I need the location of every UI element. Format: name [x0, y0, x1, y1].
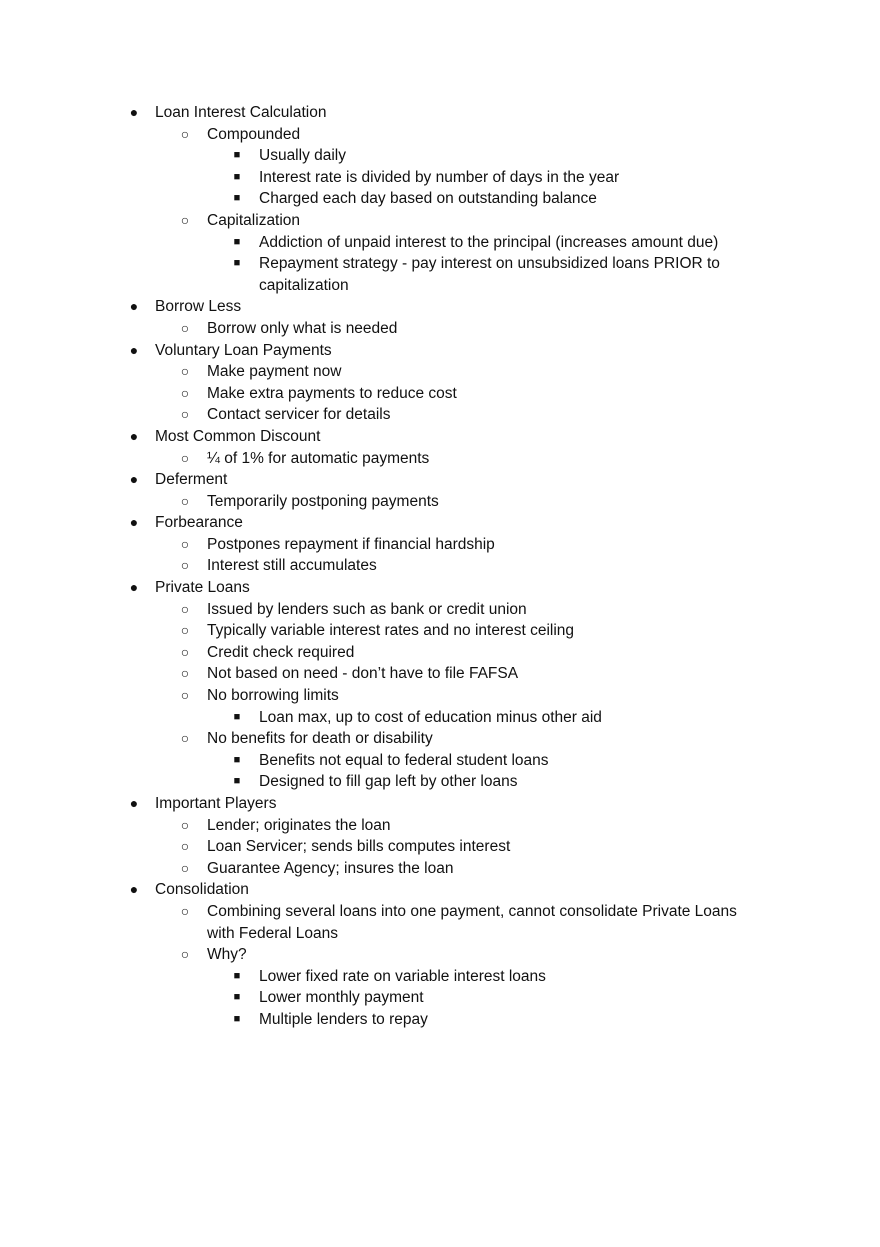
- bullet-icon: ■: [233, 1012, 241, 1025]
- outline-item-level-1: [0, 577, 880, 599]
- outline-item-level-1: [0, 469, 880, 491]
- outline-item-level-2: [0, 491, 880, 513]
- bullet-icon: ●: [129, 579, 139, 596]
- outline-item-level-2: [0, 599, 880, 621]
- outline-item-level-3: [0, 987, 880, 1009]
- bullet-icon: ○: [180, 622, 190, 639]
- outline-item-text: Benefits not equal to federal student loans: [259, 751, 549, 769]
- outline-item-level-1: [0, 512, 880, 534]
- outline-item-text: Issued by lenders such as bank or credit union: [207, 600, 527, 618]
- bullet-icon: ○: [180, 946, 190, 963]
- outline-item-level-2: [0, 901, 880, 923]
- bullet-icon: ○: [180, 557, 190, 574]
- bullet-icon: ●: [129, 341, 139, 358]
- bullet-icon: ○: [180, 687, 190, 704]
- bullet-icon: ○: [180, 449, 190, 466]
- outline-item-text: Lower fixed rate on variable interest loans: [259, 967, 546, 985]
- bullet-icon: ■: [233, 991, 241, 1004]
- outline-item-text: Private Loans: [155, 579, 250, 597]
- bullet-icon: ○: [180, 600, 190, 617]
- outline-item-level-1: [0, 426, 880, 448]
- outline-item-text: capitalization: [259, 276, 349, 294]
- outline-item-text: Typically variable interest rates and no interest ceiling: [207, 622, 575, 640]
- outline-item-text: Why?: [207, 946, 247, 964]
- outline-item-text: Addiction of unpaid interest to the principal (increases amount due): [259, 233, 719, 251]
- outline-item-level-2: [0, 555, 880, 577]
- outline-item-level-2: [0, 534, 880, 556]
- bullet-icon: ●: [129, 795, 139, 811]
- outline-item-level-2: [0, 210, 880, 232]
- outline-item-text: Borrow Less: [155, 298, 242, 316]
- outline-item-text: Interest rate is divided by number of days in the year: [259, 168, 620, 186]
- bullet-icon: ○: [180, 384, 190, 401]
- bullet-icon: ○: [180, 816, 190, 833]
- bullet-icon: ■: [233, 170, 241, 183]
- outline-item-text: Loan Servicer; sends bills computes interest: [207, 838, 511, 856]
- outline-item-level-3: [0, 771, 880, 793]
- bullet-icon: ●: [129, 881, 139, 898]
- bullet-icon: ●: [129, 427, 139, 444]
- outline-item-level-2: [0, 685, 880, 707]
- outline-item-level-2: [0, 361, 880, 383]
- bulleted-outline: [0, 102, 880, 1031]
- bullet-icon: ■: [233, 257, 241, 270]
- outline-item-text: Important Players: [155, 795, 277, 812]
- outline-item-text: Charged each day based on outstanding balance: [259, 190, 597, 208]
- outline-item-level-2: [0, 944, 880, 966]
- outline-item-level-2: [0, 815, 880, 837]
- outline-item-continuation: [0, 275, 880, 297]
- outline-item-level-3: [0, 145, 880, 167]
- outline-item-level-2: [0, 858, 880, 880]
- outline-item-text: Voluntary Loan Payments: [155, 341, 332, 359]
- bullet-icon: ○: [180, 363, 190, 380]
- bullet-icon: ○: [180, 535, 190, 552]
- outline-item-level-1: [0, 879, 880, 901]
- outline-item-text: Make payment now: [207, 363, 342, 381]
- outline-item-text: Guarantee Agency; insures the loan: [207, 859, 454, 877]
- outline-item-text: Repayment strategy - pay interest on unsubsidized loans PRIOR to: [259, 255, 720, 273]
- outline-item-level-2: [0, 642, 880, 664]
- outline-item-level-2: [0, 448, 880, 470]
- outline-item-level-2: [0, 663, 880, 685]
- bullet-icon: ●: [129, 514, 139, 531]
- outline-item-level-1: [0, 102, 880, 124]
- outline-item-text: with Federal Loans: [207, 924, 338, 942]
- bullet-icon: ●: [129, 104, 139, 120]
- bullet-icon: ■: [233, 710, 241, 723]
- outline-item-level-3: [0, 966, 880, 988]
- outline-item-text: Most Common Discount: [155, 427, 321, 445]
- bullet-icon: ■: [233, 192, 241, 205]
- bullet-icon: ○: [180, 125, 190, 142]
- bullet-icon: ●: [129, 298, 139, 315]
- outline-item-level-3: [0, 167, 880, 189]
- bullet-icon: ■: [233, 149, 241, 162]
- outline-item-level-2: [0, 404, 880, 426]
- outline-item-level-3: [0, 1009, 880, 1031]
- bullet-icon: ○: [180, 643, 190, 660]
- outline-item-text: No benefits for death or disability: [207, 730, 433, 748]
- outline-item-text: Borrow only what is needed: [207, 319, 398, 337]
- outline-item-text: Contact servicer for details: [207, 406, 391, 424]
- bullet-icon: ■: [233, 753, 241, 766]
- outline-item-level-2: [0, 620, 880, 642]
- outline-item-text: Designed to fill gap left by other loans: [259, 773, 518, 791]
- bullet-icon: ■: [233, 235, 241, 248]
- outline-item-text: Loan max, up to cost of education minus other aid: [259, 708, 602, 726]
- outline-item-level-2: [0, 383, 880, 405]
- outline-item-text: Consolidation: [155, 881, 249, 899]
- outline-item-text: Temporarily postponing payments: [207, 492, 439, 510]
- outline-item-text: Capitalization: [207, 211, 301, 229]
- bullet-icon: ○: [180, 902, 190, 919]
- outline-item-text: Lower monthly payment: [259, 989, 424, 1007]
- bullet-icon: ○: [180, 730, 190, 747]
- bullet-icon: ○: [180, 319, 190, 336]
- outline-item-text: Not based on need - don’t have to file FAFSA: [207, 665, 519, 683]
- bullet-icon: ○: [180, 665, 190, 682]
- outline-item-text: Combining several loans into one payment, cannot consolidate Private Loans: [207, 902, 737, 920]
- bullet-icon: ■: [233, 969, 241, 982]
- outline-item-text: Compounded: [207, 125, 301, 143]
- outline-item-level-2: [0, 124, 880, 146]
- outline-item-text: Usually daily: [259, 147, 347, 165]
- outline-item-level-3: [0, 188, 880, 210]
- outline-item-level-3: [0, 750, 880, 772]
- bullet-icon: ○: [180, 211, 190, 228]
- bullet-icon: ○: [180, 492, 190, 509]
- outline-item-text: Credit check required: [207, 643, 355, 661]
- outline-item-text: ¼ of 1% for automatic payments: [207, 449, 430, 467]
- outline-item-continuation: [0, 923, 880, 945]
- outline-item-level-3: [0, 707, 880, 729]
- bullet-icon: ■: [233, 775, 241, 788]
- outline-item-text: Loan Interest Calculation: [155, 104, 327, 121]
- outline-item-level-2: [0, 728, 880, 750]
- outline-item-level-3: [0, 253, 880, 275]
- outline-item-text: Postpones repayment if financial hardship: [207, 535, 495, 553]
- outline-item-text: Deferment: [155, 471, 228, 489]
- outline-item-text: Lender; originates the loan: [207, 816, 391, 834]
- outline-item-level-2: [0, 836, 880, 858]
- outline-item-text: Forbearance: [155, 514, 243, 532]
- outline-item-level-3: [0, 232, 880, 254]
- outline-item-text: Make extra payments to reduce cost: [207, 384, 457, 402]
- bullet-icon: ●: [129, 471, 139, 488]
- outline-item-level-1: [0, 340, 880, 362]
- outline-item-text: Interest still accumulates: [207, 557, 377, 575]
- bullet-icon: ○: [180, 838, 190, 855]
- outline-item-text: Multiple lenders to repay: [259, 1010, 428, 1028]
- outline-item-level-1: [0, 793, 880, 815]
- outline-item-level-2: [0, 318, 880, 340]
- bullet-icon: ○: [180, 406, 190, 423]
- outline-item-level-1: [0, 296, 880, 318]
- bullet-icon: ○: [180, 859, 190, 876]
- outline-item-text: No borrowing limits: [207, 687, 339, 705]
